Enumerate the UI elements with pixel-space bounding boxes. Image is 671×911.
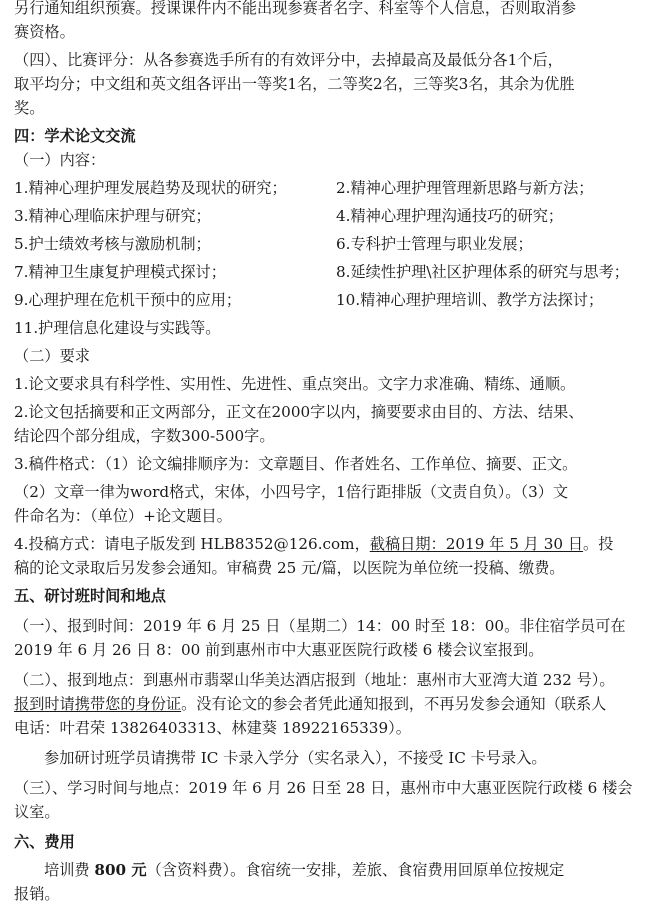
subheading-requirements: （二）要求 (14, 347, 90, 365)
scoring-paragraph: 取平均分；中文组和英文组各评出一等奖1名，二等奖2名，三等奖3名，其余为优胜 (14, 75, 575, 93)
requirement-item: 2.论文包括摘要和正文两部分，正文在2000字以内，摘要要求由目的、方法、结果、 (14, 403, 584, 421)
subheading-content: （一）内容： (14, 151, 106, 169)
fee-amount: 800 元 (94, 861, 147, 879)
submission-line (14, 532, 665, 556)
fee-line (14, 858, 665, 882)
section-heading-fees: 六、费用 (14, 833, 75, 851)
scoring-paragraph: （四）、比赛评分：从各参赛选手所有的有效评分中，去掉最高及最低分各1个后， (14, 51, 563, 69)
topic-item: 11.护理信息化建设与实践等。 (14, 319, 221, 337)
section-heading-schedule: 五、研讨班时间和地点 (14, 587, 166, 605)
submission-text: 。投 (583, 535, 614, 553)
fee-text: 培训费 (44, 861, 95, 879)
topic-item: 5.护士绩效考核与激励机制； (14, 235, 211, 253)
registration-note (14, 692, 665, 716)
topic-item: 9.心理护理在危机干预中的应用； (14, 291, 242, 309)
topic-row (14, 288, 665, 312)
topic-row (14, 204, 665, 228)
topic-item: 4.精神心理护理沟通技巧的研究； (336, 207, 564, 225)
topic-item: 6.专科护士管理与职业发展； (336, 235, 533, 253)
ic-card-note: 参加研讨班学员请携带 IC 卡录入学分（实名录入），不接受 IC 卡号录入。 (44, 749, 547, 767)
topic-row (14, 260, 665, 284)
topic-item: 8.延续性护理\社区护理体系的研究与思考； (336, 263, 629, 281)
topic-item: 10.精神心理护理培训、教学方法探讨； (336, 291, 604, 309)
study-time-place: 议室。 (14, 803, 60, 821)
topic-row (14, 316, 665, 340)
section-heading-papers: 四：学术论文交流 (14, 127, 136, 145)
requirement-item: （2）文章一律为word格式，宋体，小四号字，1倍行距排版（文责自负）。（3）文 (14, 483, 569, 501)
contact-phones: 电话：叶君荣 13826403313、林建葵 18922165339）。 (14, 719, 411, 737)
registration-place: （二）、报到地点：到惠州市翡翠山华美达酒店报到（地址：惠州市大亚湾大道 232 号）。 (14, 671, 615, 689)
topic-item: 2.精神心理护理管理新思路与新方法； (336, 179, 594, 197)
topic-row (14, 232, 665, 256)
registration-note-text: 。没有论文的参会者凭此通知报到，不再另发参会通知（联系人 (181, 695, 607, 713)
submission-text: 4.投稿方式：请电子版发到 HLB8352@126.com， (14, 535, 370, 553)
requirement-item: 1.论文要求具有科学性、实用性、先进性、重点突出。文字力求准确、精练、通顺。 (14, 375, 576, 393)
requirement-item: 3.稿件格式：（1）论文编排顺序为：文章题目、作者姓名、工作单位、摘要、正文。 (14, 455, 578, 473)
submission-deadline: 截稿日期：2019 年 5 月 30 日 (369, 535, 584, 553)
topic-item (336, 316, 665, 340)
scoring-paragraph: 奖。 (14, 99, 45, 117)
requirement-item: 件命名为：（单位）+论文题目。 (14, 507, 232, 525)
contest-rule-line: 另行通知组织预赛。授课课件内不能出现参赛者名字、科室等个人信息，否则取消参 (14, 0, 576, 17)
fee-text: （含资料费）。食宿统一安排，差旅、食宿费用回原单位按规定 (146, 861, 565, 879)
registration-time: （一）、报到时间：2019 年 6 月 25 日（星期二）14：00 时至 18：00。非住宿学员可在 (14, 617, 626, 635)
id-card-reminder: 报到时请携带您的身份证 (14, 695, 182, 713)
registration-time: 2019 年 6 月 26 日 8：00 前到惠州市中大惠亚医院行政楼 6 楼会议室报到。 (14, 641, 544, 659)
topic-item: 1.精神心理护理发展趋势及现状的研究； (14, 179, 287, 197)
topic-item: 7.精神卫生康复护理模式探讨； (14, 263, 226, 281)
document-page (14, 0, 665, 906)
contest-rule-line: 赛资格。 (14, 23, 75, 41)
study-time-place: （三）、学习时间与地点：2019 年 6 月 26 日至 28 日，惠州市中大惠亚医院行政楼 6 楼会 (14, 779, 633, 797)
requirement-item: 结论四个部分组成，字数300-500字。 (14, 427, 275, 445)
topic-row (14, 176, 665, 200)
fee-line: 报销。 (14, 885, 60, 903)
topic-item: 3.精神心理临床护理与研究； (14, 207, 211, 225)
submission-line: 稿的论文录取后另发参会通知。审稿费 25 元/篇，以医院为单位统一投稿、缴费。 (14, 559, 565, 577)
